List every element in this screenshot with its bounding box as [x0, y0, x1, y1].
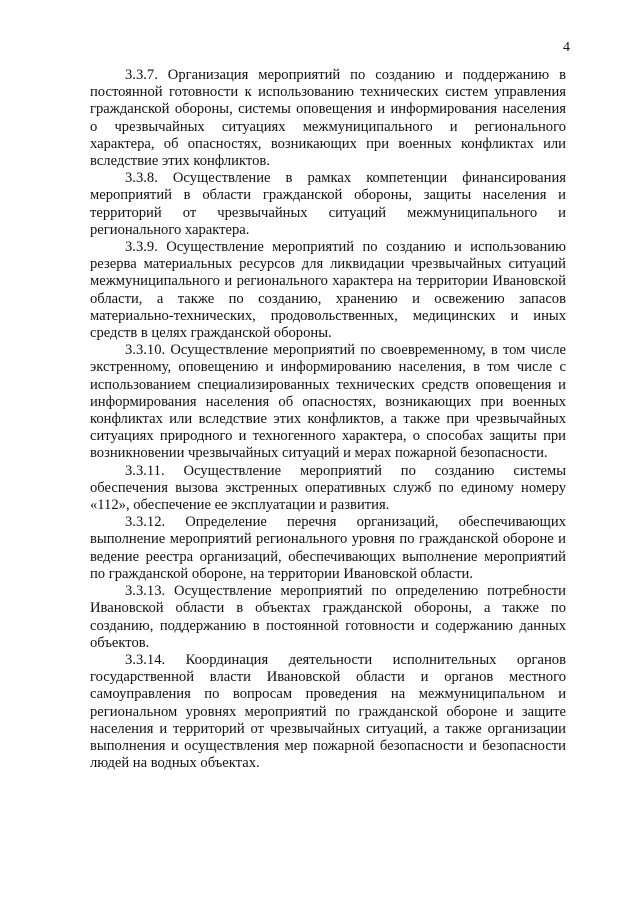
- paragraph-3-3-7: 3.3.7. Организация мероприятий по созданию и поддержанию в постоянной готовности к использованию технических систем управления гражданской обороны, системы оповещения и информирования населения о чрезвычайных ситуациях межмуниципального и регионального характера, об опасностях, возникающих при военных конфликтах или вследствие этих конфликтов.: [90, 67, 566, 170]
- paragraph-3-3-9: 3.3.9. Осуществление мероприятий по созданию и использованию резерва материальных ресурсов для ликвидации чрезвычайных ситуаций межмуниципального и регионального характера на территории Ивановской области, а также по созданию, хранению и освежению запасов материально-технических, продовольственных, медицинских и иных средств в целях гражданской обороны.: [90, 239, 566, 342]
- document-body: [90, 67, 566, 772]
- paragraph-3-3-8: 3.3.8. Осуществление в рамках компетенции финансирования мероприятий в области гражданской обороны, защиты населения и территорий от чрезвычайных ситуаций межмуниципального и регионального характера.: [90, 170, 566, 238]
- paragraph-3-3-13: 3.3.13. Осуществление мероприятий по определению потребности Ивановской области в объектах гражданской обороны, а также по созданию, поддержанию в постоянной готовности и содержанию данных объектов.: [90, 583, 566, 651]
- paragraph-3-3-14: 3.3.14. Координация деятельности исполнительных органов государственной власти Ивановской области и органов местного самоуправления по вопросам проведения на межмуниципальном и региональном уровнях мероприятий по гражданской обороне и защите населения и территорий от чрезвычайных ситуаций, а также организации выполнения и осуществления мер пожарной безопасности и безопасности людей на водных объектах.: [90, 651, 566, 772]
- page-number: 4: [563, 40, 570, 55]
- paragraph-3-3-10: 3.3.10. Осуществление мероприятий по своевременному, в том числе экстренному, оповещению и информированию населения, в том числе с использованием специализированных технических средств оповещения и информирования населения об опасностях, возникающих при военных конфликтах или вследствие этих конфликтов, а также при чрезвычайных ситуациях природного и техногенного характера, о способах защиты при возникновении чрезвычайных ситуаций и мерах пожарной безопасности.: [90, 342, 566, 462]
- paragraph-3-3-12: 3.3.12. Определение перечня организаций, обеспечивающих выполнение мероприятий регионального уровня по гражданской обороне и ведение реестра организаций, обеспечивающих выполнение мероприятий по гражданской обороне, на территории Ивановской области.: [90, 514, 566, 582]
- paragraph-3-3-11: 3.3.11. Осуществление мероприятий по созданию системы обеспечения вызова экстренных оперативных служб по единому номеру «112», обеспечение ее эксплуатации и развития.: [90, 462, 566, 514]
